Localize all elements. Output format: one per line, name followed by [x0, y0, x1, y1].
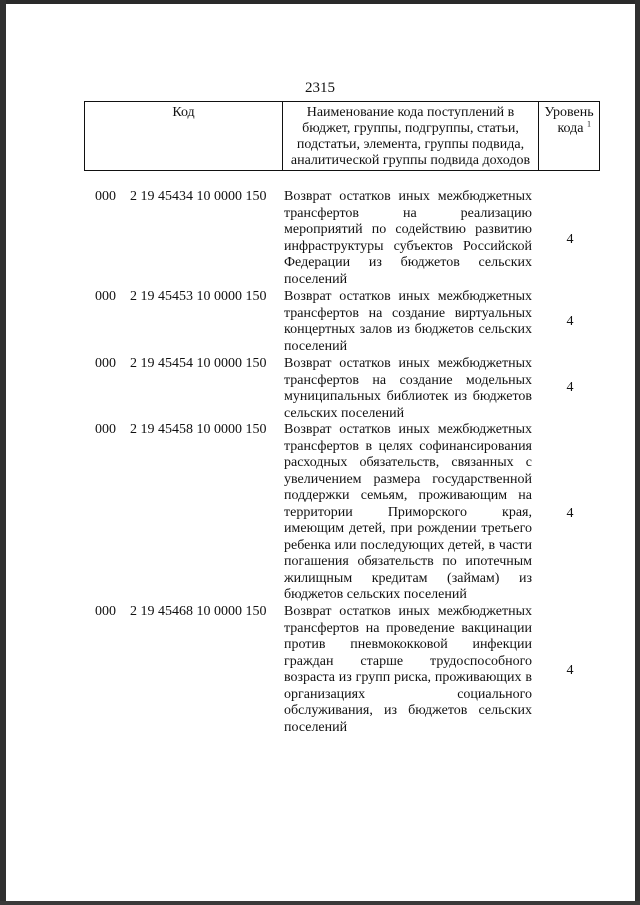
scan-edge-right [635, 0, 640, 905]
revenue-code: 2 19 45454 10 0000 150 [130, 356, 267, 371]
revenue-description: Возврат остатков иных межбюджетных трансфертов на создание модельных муниципальных библиотек из бюджетов сельских поселений [284, 356, 532, 421]
admin-code: 000 [95, 422, 116, 437]
revenue-description: Возврат остатков иных межбюджетных трансфертов на реализацию мероприятий по содействию развитию инфраструктуры субъектов Российской Федерации из бюджетов сельских поселений [284, 189, 532, 287]
header-name-line: Наименование кода поступлений в [306, 105, 515, 120]
revenue-description: Возврат остатков иных межбюджетных трансфертов на проведение вакцинации против пневмококковой инфекции граждан старше трудоспособного возраста из групп риска, проживающих в организациях социального обслуживания, из бюджетов сельских поселений [284, 604, 532, 735]
scan-edge-left [0, 0, 6, 905]
code-level: 4 [566, 380, 574, 395]
admin-code: 000 [95, 289, 116, 304]
code-level: 4 [566, 663, 574, 678]
header-level-word: кода [557, 121, 584, 136]
code-level: 4 [566, 232, 574, 247]
header-level-line1: Уровень [544, 105, 594, 120]
header-code-label: Код [172, 105, 195, 120]
header-name-line: подстатьи, элемента, группы подвида, [296, 137, 525, 152]
admin-code: 000 [95, 604, 116, 619]
admin-code: 000 [95, 189, 116, 204]
page-number: 2315 [305, 80, 335, 96]
header-name-line: аналитической группы подвида доходов [290, 153, 531, 168]
code-level: 4 [566, 314, 574, 329]
revenue-description: Возврат остатков иных межбюджетных трансфертов в целях софинансирования расходных обязательств, связанных с увеличением размера государственной поддержки семьям, проживающим на территории Приморского края, имеющим детей, при рождении третьего ребенка или последующих детей, в части погашения обязательств по ипотечным жилищным кредитам (займам) из бюджетов сельских поселений [284, 422, 532, 602]
footnote-marker: 1 [587, 119, 591, 129]
table-header [84, 101, 600, 171]
header-level-cell [539, 102, 599, 170]
revenue-code: 2 19 45453 10 0000 150 [130, 289, 267, 304]
header-code-cell [85, 102, 283, 170]
revenue-description: Возврат остатков иных межбюджетных трансфертов на создание виртуальных концертных залов из бюджетов сельских поселений [284, 289, 532, 354]
revenue-code: 2 19 45434 10 0000 150 [130, 189, 267, 204]
header-level-line2 [539, 121, 599, 137]
admin-code: 000 [95, 356, 116, 371]
header-name-line: бюджет, группы, подгруппы, статьи, [302, 121, 519, 136]
scan-edge-bottom [0, 901, 640, 905]
scan-edge-top [0, 0, 640, 4]
code-level: 4 [566, 506, 574, 521]
revenue-code: 2 19 45468 10 0000 150 [130, 604, 267, 619]
header-name-cell [283, 102, 539, 170]
revenue-code: 2 19 45458 10 0000 150 [130, 422, 267, 437]
